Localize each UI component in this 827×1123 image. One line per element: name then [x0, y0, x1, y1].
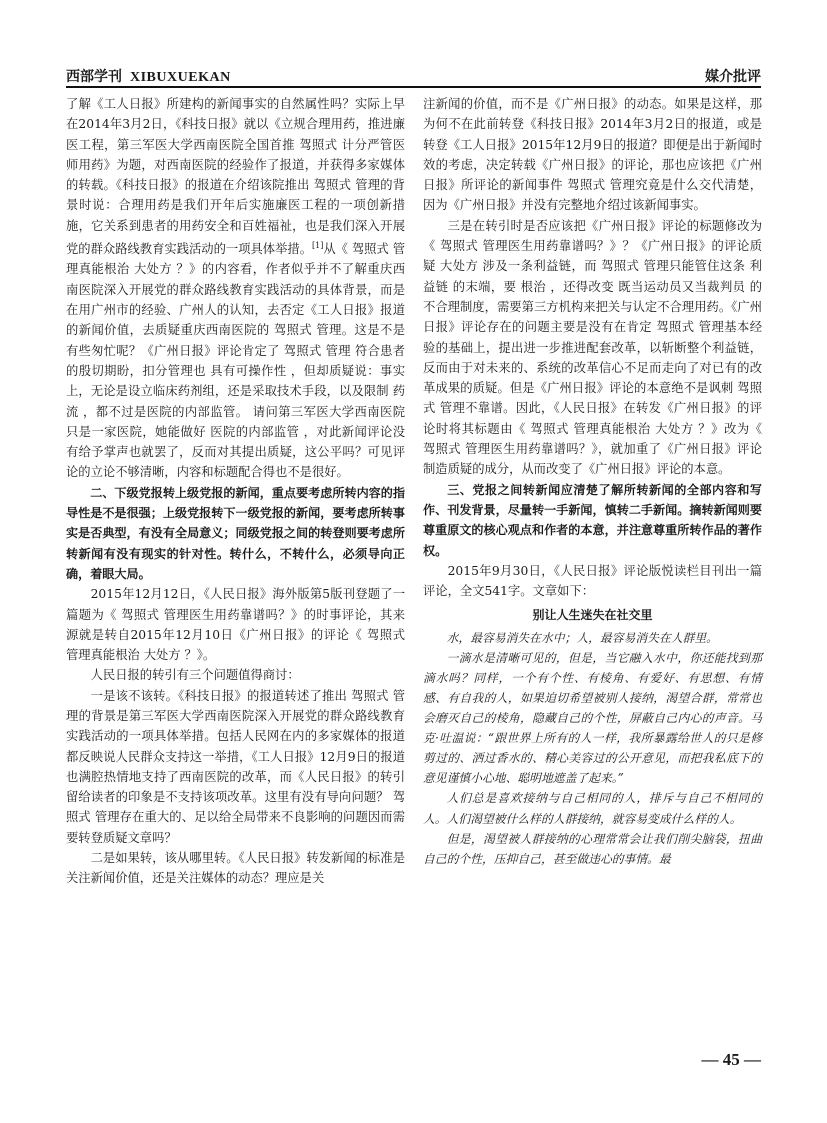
paragraph: 2015年12月12日，《人民日报》海外版第5版刊登题了一篇题为《 驾照式 管理医生用药靠谱吗？》的时事评论，其来源就是转自2015年12月10日《广州日报》的评论《 驾照式 管理真能根治 大处方 ？》。 [66, 587, 405, 663]
section-name: 媒介批评 [705, 69, 761, 85]
section-heading: 二、下级党报转上级党报的新闻，重点要考虑所转内容的指导性是不是很强；上级党报转下一级党报的新闻，要考虑所转事实是否典型，有没有全局意义；同级党报之间的转登则要考虑所转新闻有没有现实的针对性。转什么，不转什么，必须导向正确，着眼大局。 [66, 485, 405, 581]
right-column [423, 94, 762, 869]
paragraph-text: 了解《工人日报》所建构的新闻事实的自然属性吗？实际上早在2014年3月2日，《科技日报》就以《立规合理用药，推进廉医工程，第三军医大学西南医院全国首推 驾照式 计分严管医师用药》为题，对西南医院的经验作了报道，并获得多家媒体的转载。《科技日报》的报道在介绍该院推出 驾照式 管理的背景时说：合理用药是我们开年后实施廉医工程的一项创新措施，它关系到患者的用药安全和百姓福祉，也是我们深入开展党的群众路线教育实践活动的一项具体举措。 [66, 97, 405, 257]
paragraph: 二是如果转，该从哪里转。《人民日报》转发新闻的标准是关注新闻价值，还是关注媒体的动态？理应是关 [66, 851, 405, 886]
paragraph [66, 94, 405, 483]
paragraph: 注新闻的价值，而不是《广州日报》的动态。如果是这样，那为何不在此前转登《科技日报》2014年3月2日的报道，或是转登《工人日报》2015年12月9日的报道？即便是出于新闻时效的考虑，决定转载《广州日报》的评论，那也应该把《广州日报》所评论的新闻事件 驾照式 管理究竟是什么交代清楚，因为《广州日报》并没有完整地介绍过该新闻事实。 [423, 97, 762, 213]
page-number: — 45 — [701, 1050, 761, 1069]
quoted-paragraph: 但是，渴望被人群接纳的心理常常会让我们削尖脑袋，扭曲自己的个性，压抑自己，甚至做违心的事情。最 [423, 831, 762, 866]
paragraph: 人民日报的转引有三个问题值得商讨： [90, 668, 300, 683]
paragraph: 2015年9月30日，《人民日报》评论版悦读栏目刊出一篇评论，全文541字。文章如下： [423, 563, 762, 599]
quoted-paragraph: 水，最容易消失在水中；人，最容易消失在人群里。 [446, 630, 718, 645]
journal-latin-title: XIBUXUEKAN [130, 70, 231, 85]
journal-title: 西部学刊 [66, 69, 122, 85]
quoted-paragraph: 人们总是喜欢接纳与自己相同的人，排斥与自己不相同的人。人们渴望被什么样的人群接纳，就容易变成什么样的人。 [423, 791, 762, 826]
running-header [66, 66, 761, 88]
left-column [66, 94, 405, 889]
paragraph: 三是在转引时是否应该把《广州日报》评论的标题修改为《 驾照式 管理医生用药靠谱吗？》？《广州日报》的评论质疑 大处方 涉及一条利益链，而 驾照式 管理只能管住这条 利益链 的末端，要 根治 ，还得改变 既当运动员又当裁判员 的不合理制度，需要第三方机构来把关与认定不合理用药。《广州日报》评论存在的问题主要是没有在肯定 驾照式 管理基本经验的基础上，提出进一步推进配套改革，以斩断整个利益链，反而由于对未来的、系统的改革信心不足而走向了对已有的改革成果的质疑。但是《广州日报》评论的本意绝不是讽刺 驾照式 管理不靠谱。因此，《人民日报》在转发《广州日报》的评论时将其标题由《 驾照式 管理真能根治 大处方 ？》改为《 驾照式 管理医生用药靠谱吗？》，就加重了《广州日报》评论制造质疑的成分，从而改变了《广州日报》评论的本意。 [423, 218, 762, 477]
quoted-paragraph: 一滴水是清晰可见的，但是，当它融入水中，你还能找到那滴水吗？同样，一个有个性、有棱角、有爱好、有思想、有情感、有自我的人，如果迫切希望被别人接纳，渴望合群，常常也会磨灭自己的棱角，隐藏自己的个性，屏蔽自己内心的声音。马克·吐温说：“跟世界上所有的人一样，我所暴露给世人的只是修剪过的、洒过香水的、精心美容过的公开意见，而把我私底下的意见谨慎小心地、聪明地遮盖了起来。” [423, 650, 762, 786]
paragraph-text: 从《 驾照式 管理真能根治 大处方 ？》的内容看，作者似乎并不了解重庆西南医院深入开展党的群众路线教育实践活动的具体背景，而是在用广州市的经验、广州人的认知，去否定《工人日报》报道的新闻价值，去质疑重庆西南医院的 驾照式 管理。这是不是有些匆忙呢？《广州日报》评论肯定了 驾照式 管理 符合患者的殷切期盼，扣分管理也 具有可操作性 ，但却质疑说：事实上，无论是设立临床药剂组，还是采取技术手段，以及限制 药流 ，都不过是医院的内部监管。 请问第三军医大学西南医院只是一家医院，她能做好 医院的内部监管 ，对此新闻评论没有给予掌声也就罢了，反而对其提出质疑，这公平吗？可见评论的立论不够清晰，内容和标题配合得也不是很好。 [66, 242, 405, 480]
quoted-article-title: 别让人生迷失在社交里 [532, 608, 653, 623]
section-heading: 三、党报之间转新闻应清楚了解所转新闻的全部内容和写作、刊发背景，尽量转一手新闻，慎转二手新闻。摘转新闻则要尊重原文的核心观点和作者的本意，并注意尊重所转作品的著作权。 [423, 482, 762, 558]
journal-name [66, 66, 231, 86]
paragraph: 一是该不该转。《科技日报》的报道转述了推出 驾照式 管理的背景是第三军医大学西南医院深入开展党的群众路线教育实践活动的一项具体举措。包括人民网在内的多家媒体的报道都反映说人民群众支持这一举措，《工人日报》12月9日的报道也满腔热情地支持了西南医院的改革，而《人民日报》的转引留给读者的印象是不支持该项改革。这里有没有导向问题？ 驾照式 管理存在重大的、足以给全局带来不良影响的问题因而需要转登质疑文章吗？ [66, 688, 405, 845]
footnote-ref: [1] [312, 241, 324, 251]
